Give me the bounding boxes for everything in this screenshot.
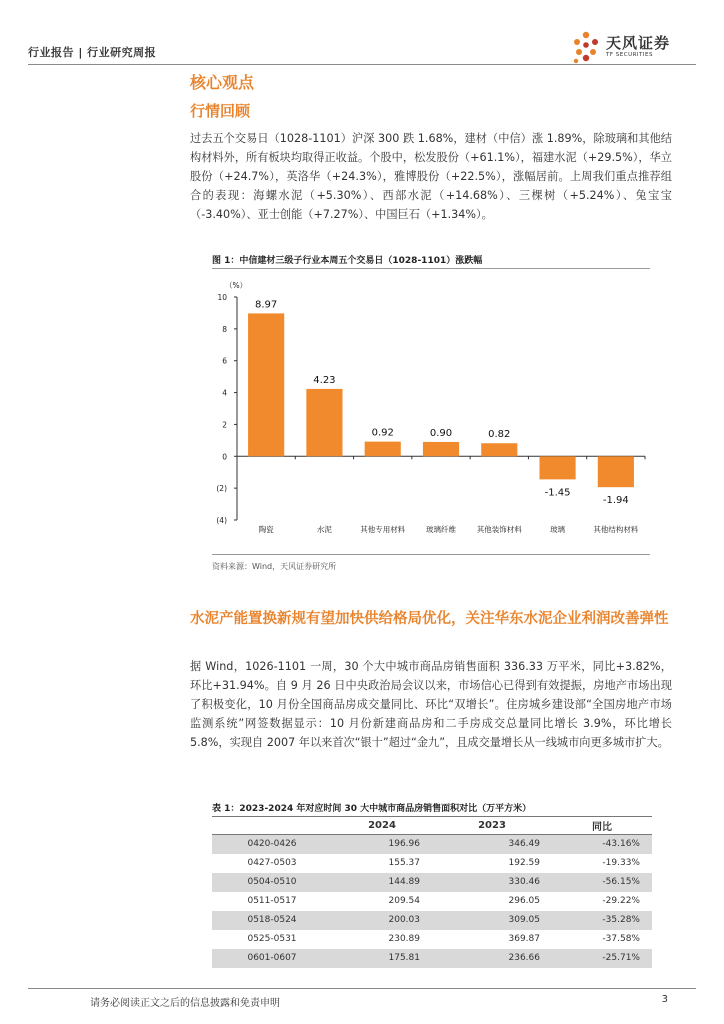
table-cell-2024: 155.37 — [388, 858, 420, 868]
brand-subtitle: TF SECURITIES — [606, 52, 653, 58]
table-header-row — [212, 817, 652, 835]
table-cell-period: 0525-0531 — [247, 934, 297, 944]
core-view-heading: 核心观点 — [190, 73, 255, 92]
brand-logo-icon — [568, 30, 604, 66]
figure-bottom-divider — [212, 554, 650, 555]
table-cell-2023: 309.05 — [432, 911, 552, 930]
table-row — [212, 949, 652, 968]
chart-category-label: 玻璃 — [550, 525, 566, 534]
table-header-period — [212, 817, 332, 835]
chart-bar — [540, 456, 576, 479]
chart-data-label: -1.45 — [544, 487, 571, 499]
table-title: 表 1：2023-2024 年对应时间 30 大中城市商品房销售面积对比（万平方米） — [212, 804, 532, 814]
chart-y-tick-label: 4 — [222, 388, 227, 398]
table-cell-2024: 200.03 — [332, 911, 432, 930]
bar-chart — [205, 275, 655, 550]
chart-category-label: 水泥 — [316, 525, 332, 534]
chart-y-tick-label: 0 — [222, 452, 227, 462]
table-cell-2024: 230.89 — [388, 934, 420, 944]
chart-bar — [481, 443, 517, 456]
table-cell-period: 0504-0510 — [212, 873, 332, 892]
table-cell-period: 0601-0607 — [212, 949, 332, 968]
table-cell-period: 0518-0524 — [212, 911, 332, 930]
chart-category-label: 其他专用材料 — [360, 525, 406, 534]
chart-y-tick-label: (4) — [216, 516, 227, 525]
chart-data-label: 0.82 — [488, 429, 511, 441]
table-header-yoy: 同比 — [552, 817, 652, 835]
chart-bar — [306, 389, 342, 456]
chart-data-label: 0.92 — [371, 427, 394, 439]
table-cell-period: 0420-0426 — [212, 835, 332, 854]
table-cell-2023: 330.46 — [432, 873, 552, 892]
table-cell-period: 0427-0503 — [247, 858, 297, 868]
chart-y-tick-label: 2 — [222, 420, 227, 430]
page-header — [28, 24, 696, 70]
table-cell-2023: 369.87 — [508, 934, 540, 944]
chart-data-label: 0.90 — [429, 427, 453, 439]
chart-category-label: 陶瓷 — [258, 525, 274, 534]
header-divider — [28, 64, 696, 65]
table-cell-yoy: -43.16% — [552, 835, 652, 854]
table-row — [212, 835, 652, 854]
table-row — [212, 892, 652, 911]
footer-divider — [28, 988, 696, 989]
table-cell-yoy: -25.71% — [552, 949, 652, 968]
brand-name: 天风证券 — [606, 34, 671, 52]
table-row — [212, 873, 652, 892]
table-cell-period: 0511-0517 — [247, 896, 297, 906]
table-cell-yoy: -35.28% — [552, 911, 652, 930]
footer-disclaimer: 请务必阅读正文之后的信息披露和免责申明 — [90, 998, 280, 1009]
chart-data-label: -1.94 — [602, 495, 629, 507]
table-header-2024: 2024 — [332, 817, 432, 835]
section-title: 水泥产能置换新规有望加快供给格局优化，关注华东水泥企业利润改善弹性 — [190, 611, 669, 627]
chart-y-tick-label: 10 — [217, 293, 227, 302]
figure-top-divider — [212, 268, 650, 269]
chart-unit-label: （%） — [225, 281, 248, 290]
figure-source: 资料来源：Wind，天风证券研究所 — [212, 562, 337, 571]
chart-y-tick-label: (2) — [216, 484, 227, 494]
report-type-label: 行业报告 | 行业研究周报 — [28, 46, 157, 59]
table-cell-2024: 196.96 — [332, 835, 432, 854]
table-cell-2023: 192.59 — [508, 858, 540, 868]
table-cell-yoy: -37.58% — [602, 934, 640, 944]
figure-title: 图 1：中信建材三级子行业本周五个交易日（1028-1101）涨跌幅 — [212, 256, 483, 266]
section-paragraph: 据 Wind，1026-1101 一周，30 个大中城市商品房销售面积 336.33 万平米，同比+3.82%，环比+31.94%。自 9 月 26 日中央政治局会议以来，市场信心已得到有效提振，房地产市场出现了积极变化，10 月份全国商品房成交量同比、环比“双增长”。住房城乡建设部“全国房地产市场监测系统”网签数据显示：10 月份新建商品房和二手房成交总量同比增长 3.9%，环比增长 5.8%，实现自 2007 年以来首次“银十”超过“金九”，且成交量增长从一线城市向更多城市扩大。 — [190, 660, 672, 749]
sales-area-table — [212, 816, 652, 968]
chart-y-tick-label: 8 — [222, 324, 227, 334]
chart-category-label: 其他装饰材料 — [476, 525, 522, 534]
table-cell-yoy: -56.15% — [552, 873, 652, 892]
table-cell-2024: 144.89 — [332, 873, 432, 892]
table-row — [212, 854, 652, 873]
brand-logo — [566, 28, 696, 68]
chart-data-label: 4.23 — [313, 374, 336, 386]
chart-category-label: 玻璃纤维 — [426, 525, 456, 534]
table-cell-yoy: -29.22% — [602, 896, 640, 906]
chart-bar — [598, 456, 634, 487]
table-cell-2023: 296.05 — [508, 896, 540, 906]
table-cell-yoy: -19.33% — [602, 858, 640, 868]
table-header-2023: 2023 — [432, 817, 552, 835]
chart-bar — [423, 442, 459, 456]
page-number: 3 — [661, 994, 668, 1005]
market-review-paragraph: 过去五个交易日（1028-1101）沪深 300 跌 1.68%，建材（中信）涨 1.89%，除玻璃和其他结构材料外，所有板块均取得正收益。个股中，松发股份（+61.1%），福建水泥（+29.5%），华立股份（+24.7%），英洛华（+24.3%），雅博股份（+22.5%），涨幅居前。上周我们重点推荐组合的表现：海螺水泥（+5.30%）、西部水泥（+14.68%）、三棵树（+5.24%）、兔宝宝（-3.40%）、亚士创能（+7.27%）、中国巨石（+1.34%）。 — [190, 132, 672, 221]
table-cell-2024: 209.54 — [388, 896, 420, 906]
table-cell-2023: 236.66 — [432, 949, 552, 968]
chart-bar — [365, 442, 401, 457]
table-cell-2023: 346.49 — [432, 835, 552, 854]
table-cell-2024: 175.81 — [332, 949, 432, 968]
chart-category-label: 其他结构材料 — [593, 525, 639, 534]
chart-bar — [248, 313, 284, 456]
chart-y-tick-label: 6 — [222, 356, 227, 366]
chart-data-label: 8.97 — [255, 299, 278, 311]
table-row — [212, 911, 652, 930]
table-row — [212, 930, 652, 949]
market-review-heading: 行情回顾 — [190, 102, 251, 120]
